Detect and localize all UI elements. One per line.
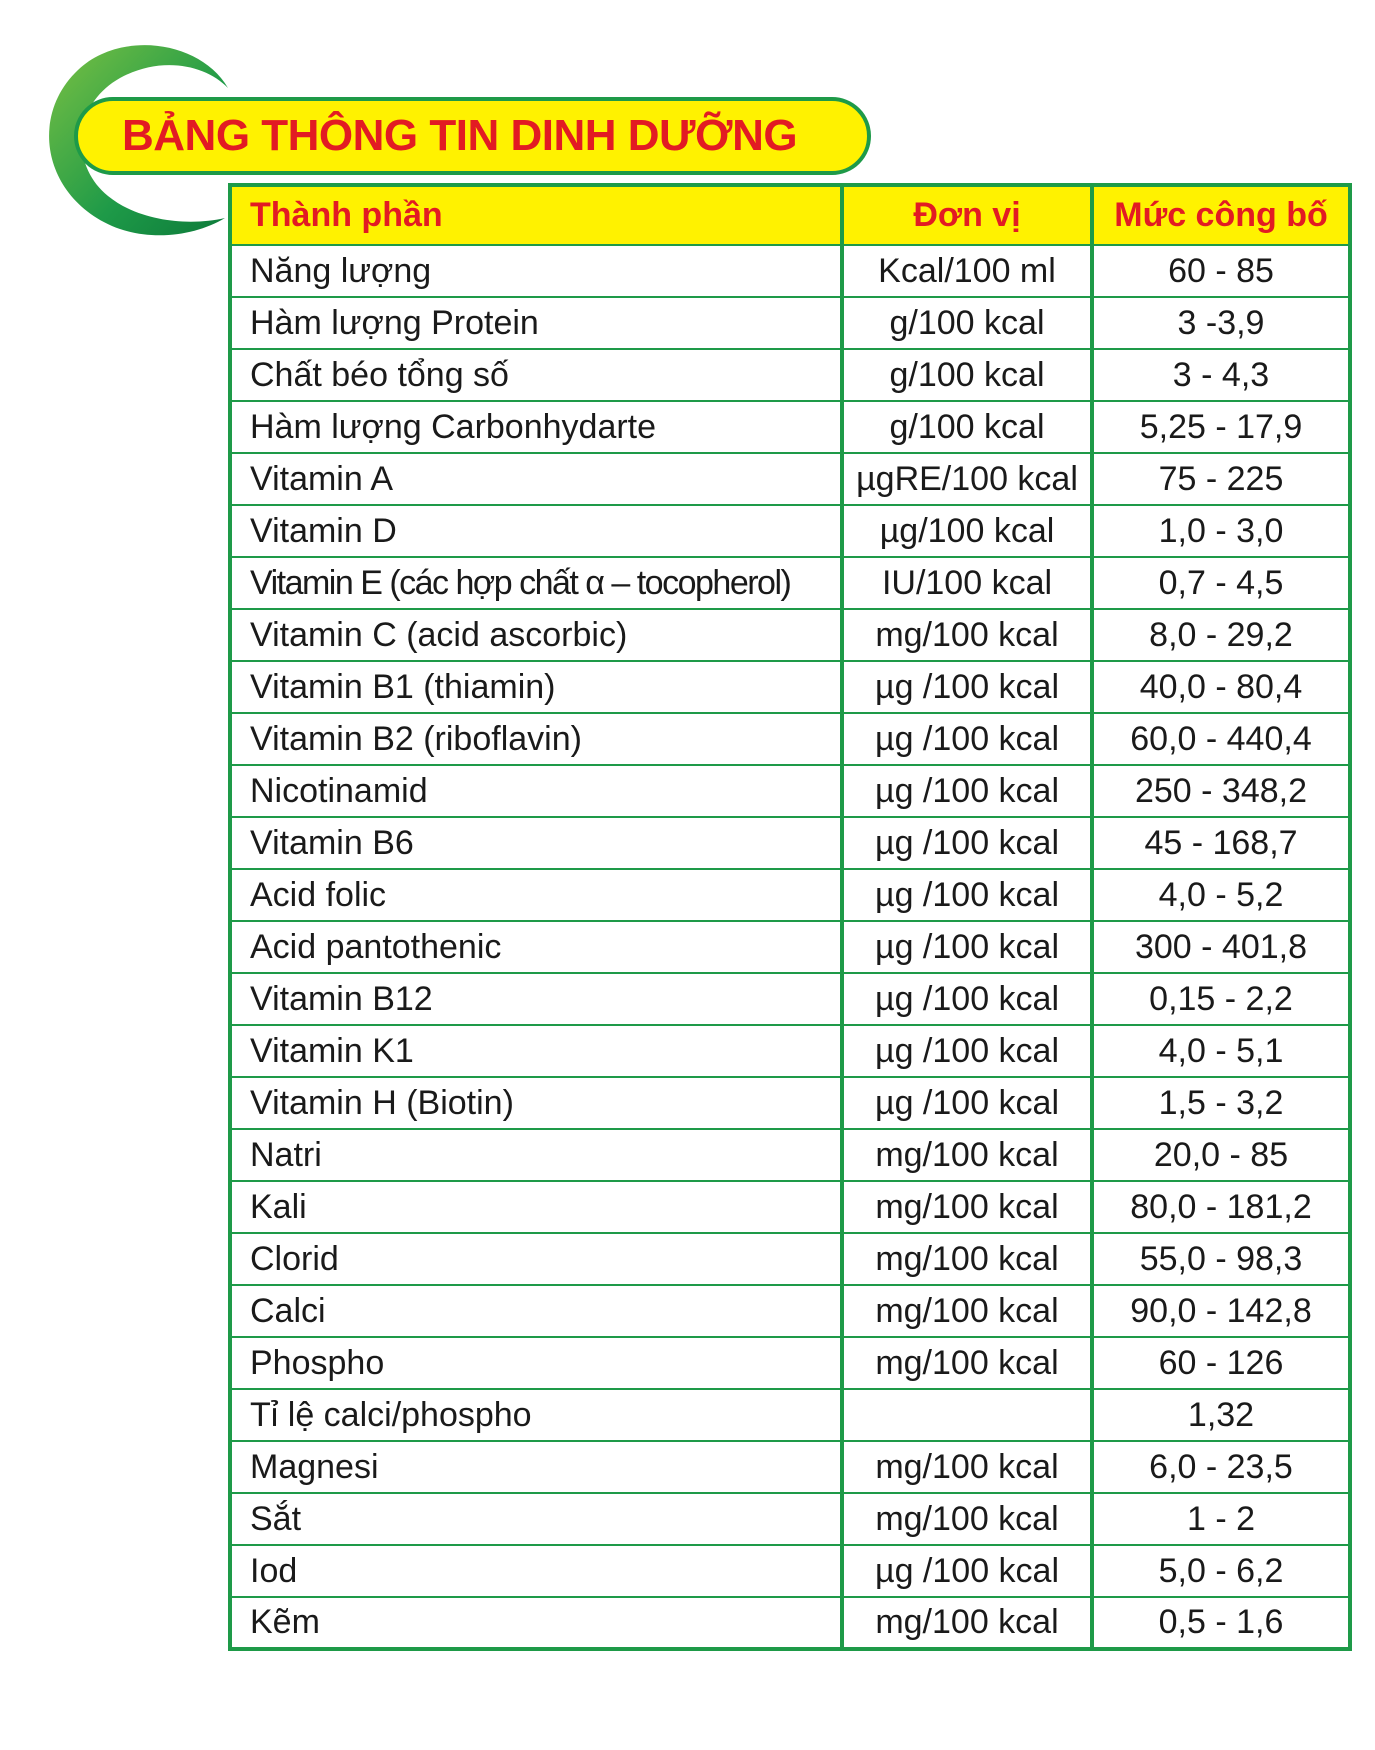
table-row (230, 1285, 1350, 1337)
unit-cell: g/100 kcal (842, 349, 1092, 401)
ingredient-name-cell: Vitamin B2 (riboflavin) (230, 713, 842, 765)
table-row (230, 817, 1350, 869)
unit-cell: mg/100 kcal (842, 1285, 1092, 1337)
declared-value-cell: 1,32 (1092, 1389, 1350, 1441)
ingredient-name-cell: Iod (230, 1545, 842, 1597)
column-header-name: Thành phần (230, 185, 842, 245)
table-row (230, 1181, 1350, 1233)
declared-value-cell: 80,0 - 181,2 (1092, 1181, 1350, 1233)
table-row (230, 869, 1350, 921)
table-header-row (230, 185, 1350, 245)
table-row (230, 297, 1350, 349)
declared-value-cell: 60,0 - 440,4 (1092, 713, 1350, 765)
declared-value-cell: 4,0 - 5,1 (1092, 1025, 1350, 1077)
ingredient-name-cell: Clorid (230, 1233, 842, 1285)
unit-cell: µg /100 kcal (842, 713, 1092, 765)
unit-cell: mg/100 kcal (842, 1181, 1092, 1233)
unit-cell: mg/100 kcal (842, 1597, 1092, 1649)
unit-cell: g/100 kcal (842, 297, 1092, 349)
declared-value-cell: 0,5 - 1,6 (1092, 1597, 1350, 1649)
ingredient-name-cell: Nicotinamid (230, 765, 842, 817)
ingredient-name-cell: Calci (230, 1285, 842, 1337)
table-row (230, 505, 1350, 557)
table-row (230, 245, 1350, 297)
table-row (230, 1441, 1350, 1493)
table-row (230, 609, 1350, 661)
table-body (230, 245, 1350, 1649)
ingredient-name-cell: Kali (230, 1181, 842, 1233)
unit-cell: µg /100 kcal (842, 765, 1092, 817)
ingredient-name-cell: Magnesi (230, 1441, 842, 1493)
ingredient-name-cell: Hàm lượng Protein (230, 297, 842, 349)
table-row (230, 1337, 1350, 1389)
declared-value-cell: 3 - 4,3 (1092, 349, 1350, 401)
table-row (230, 453, 1350, 505)
declared-value-cell: 60 - 126 (1092, 1337, 1350, 1389)
table-row (230, 557, 1350, 609)
nutrition-table-container (228, 183, 1348, 1651)
ingredient-name-cell: Vitamin C (acid ascorbic) (230, 609, 842, 661)
declared-value-cell: 1,5 - 3,2 (1092, 1077, 1350, 1129)
ingredient-name-cell: Acid folic (230, 869, 842, 921)
unit-cell: µg /100 kcal (842, 1545, 1092, 1597)
declared-value-cell: 20,0 - 85 (1092, 1129, 1350, 1181)
declared-value-cell: 5,0 - 6,2 (1092, 1545, 1350, 1597)
declared-value-cell: 0,7 - 4,5 (1092, 557, 1350, 609)
declared-value-cell: 6,0 - 23,5 (1092, 1441, 1350, 1493)
ingredient-name-cell: Tỉ lệ calci/phospho (230, 1389, 842, 1441)
ingredient-name-cell: Sắt (230, 1493, 842, 1545)
unit-cell: µg /100 kcal (842, 973, 1092, 1025)
declared-value-cell: 90,0 - 142,8 (1092, 1285, 1350, 1337)
unit-cell: mg/100 kcal (842, 1233, 1092, 1285)
ingredient-name-cell: Chất béo tổng số (230, 349, 842, 401)
unit-cell: mg/100 kcal (842, 1129, 1092, 1181)
declared-value-cell: 45 - 168,7 (1092, 817, 1350, 869)
unit-cell: mg/100 kcal (842, 1493, 1092, 1545)
unit-cell: mg/100 kcal (842, 1441, 1092, 1493)
unit-cell: µg/100 kcal (842, 505, 1092, 557)
unit-cell: mg/100 kcal (842, 609, 1092, 661)
ingredient-name-cell: Hàm lượng Carbonhydarte (230, 401, 842, 453)
declared-value-cell: 40,0 - 80,4 (1092, 661, 1350, 713)
unit-cell: Kcal/100 ml (842, 245, 1092, 297)
ingredient-name-cell: Vitamin D (230, 505, 842, 557)
column-header-unit: Đơn vị (842, 185, 1092, 245)
page-title: BẢNG THÔNG TIN DINH DƯỠNG (122, 111, 798, 160)
ingredient-name-cell: Năng lượng (230, 245, 842, 297)
declared-value-cell: 0,15 - 2,2 (1092, 973, 1350, 1025)
table-row (230, 349, 1350, 401)
unit-cell: mg/100 kcal (842, 1337, 1092, 1389)
unit-cell: g/100 kcal (842, 401, 1092, 453)
unit-cell: IU/100 kcal (842, 557, 1092, 609)
ingredient-name-cell: Vitamin A (230, 453, 842, 505)
unit-cell: µg /100 kcal (842, 817, 1092, 869)
declared-value-cell: 60 - 85 (1092, 245, 1350, 297)
table-row (230, 1545, 1350, 1597)
table-row (230, 1389, 1350, 1441)
ingredient-name-cell: Vitamin H (Biotin) (230, 1077, 842, 1129)
declared-value-cell: 55,0 - 98,3 (1092, 1233, 1350, 1285)
table-row (230, 1129, 1350, 1181)
declared-value-cell: 1,0 - 3,0 (1092, 505, 1350, 557)
ingredient-name-cell: Phospho (230, 1337, 842, 1389)
ingredient-name-cell: Kẽm (230, 1597, 842, 1649)
ingredient-name-cell: Acid pantothenic (230, 921, 842, 973)
table-row (230, 973, 1350, 1025)
unit-cell: µg /100 kcal (842, 1077, 1092, 1129)
table-row (230, 713, 1350, 765)
column-header-value: Mức công bố (1092, 185, 1350, 245)
ingredient-name-cell: Vitamin B12 (230, 973, 842, 1025)
unit-cell: µgRE/100 kcal (842, 453, 1092, 505)
unit-cell (842, 1389, 1092, 1441)
declared-value-cell: 1 - 2 (1092, 1493, 1350, 1545)
unit-cell: µg /100 kcal (842, 869, 1092, 921)
ingredient-name-cell: Natri (230, 1129, 842, 1181)
unit-cell: µg /100 kcal (842, 1025, 1092, 1077)
unit-cell: µg /100 kcal (842, 921, 1092, 973)
ingredient-name-cell: Vitamin K1 (230, 1025, 842, 1077)
ingredient-name-cell: Vitamin B6 (230, 817, 842, 869)
declared-value-cell: 5,25 - 17,9 (1092, 401, 1350, 453)
declared-value-cell: 300 - 401,8 (1092, 921, 1350, 973)
ingredient-name-cell: Vitamin E (các hợp chất α – tocopherol) (230, 557, 842, 609)
title-banner (74, 97, 871, 175)
table-row (230, 765, 1350, 817)
unit-cell: µg /100 kcal (842, 661, 1092, 713)
table-row (230, 661, 1350, 713)
table-row (230, 1233, 1350, 1285)
nutrition-table (228, 183, 1352, 1651)
table-row (230, 1025, 1350, 1077)
table-row (230, 921, 1350, 973)
declared-value-cell: 75 - 225 (1092, 453, 1350, 505)
table-row (230, 1493, 1350, 1545)
declared-value-cell: 250 - 348,2 (1092, 765, 1350, 817)
table-row (230, 401, 1350, 453)
table-row (230, 1077, 1350, 1129)
declared-value-cell: 3 -3,9 (1092, 297, 1350, 349)
ingredient-name-cell: Vitamin B1 (thiamin) (230, 661, 842, 713)
declared-value-cell: 8,0 - 29,2 (1092, 609, 1350, 661)
declared-value-cell: 4,0 - 5,2 (1092, 869, 1350, 921)
table-row (230, 1597, 1350, 1649)
